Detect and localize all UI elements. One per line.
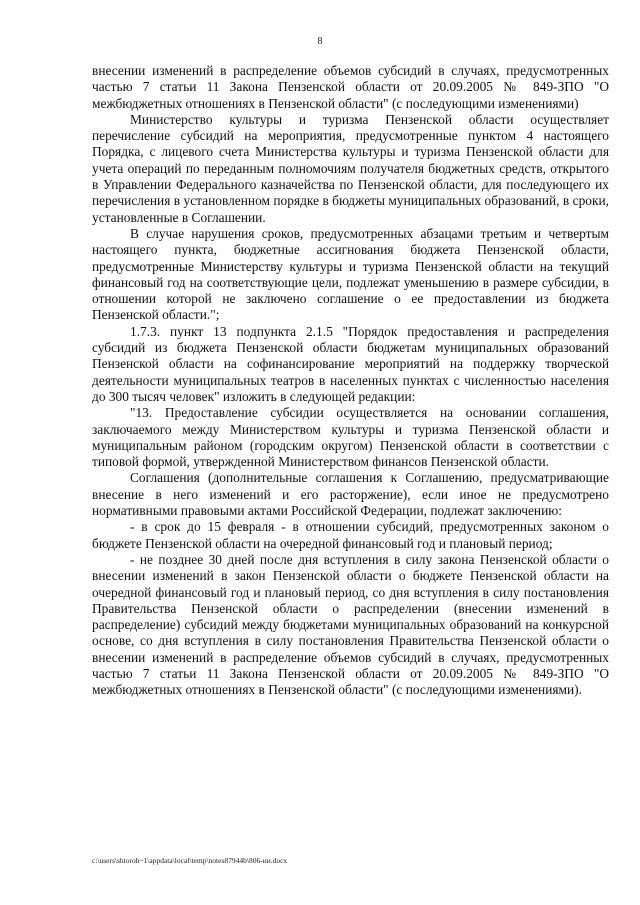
paragraph-violation-of-deadlines: В случае нарушения сроков, предусмотренных абзацами третьим и четвертым настоящего пункта, бюджетные ассигнования бюджета Пензенской области, предусмотренные Министерству культуры и туризма Пензенской области на текущий финансовый год на соответствующие цели, подлежат уменьшению в размере субсидии, в отношении которой не заключено соглашение о ее предоставлении из бюджета Пензенской области."; xyxy=(92,225,609,323)
list-item-deadline-30-days: - не позднее 30 дней после дня вступления в силу закона Пензенской области о внесении изменений в закон Пензенской области о бюджете Пензенской области на очередной финансовый год и плановый период, со дня вступления в силу постановления Правительства Пензенской области о распределении (внесении изменений в распределение) субсидий между бюджетами муниципальных образований на конкурсной основе, со дня вступления в силу постановления Правительства Пензенской области о внесении изменений в распределение объемов субсидий в случаях, предусмотренных частью 7 статьи 11 Закона Пензенской области от 20.09.2005 № 849-ЗПО "О межбюджетных отношениях в Пензенской области" (с последующими изменениями). xyxy=(92,551,609,698)
paragraph-transfer-of-subsidies: Министерство культуры и туризма Пензенской области осуществляет перечисление субсидий на мероприятия, предусмотренные пунктом 4 настоящего Порядка, с лицевого счета Министерства культуры и туризма Пензенской области для учета операций по переданным полномочиям получателя бюджетных средств, открытого в Управлении Федерального казначейства по Пензенской области, для последующего их перечисления в установленном порядке в бюджеты муниципальных образований, в сроки, установленные в Соглашении. xyxy=(92,111,609,225)
paragraph-continuation: внесении изменений в распределение объемов субсидий в случаях, предусмотренных частью 7 статьи 11 Закона Пензенской области от 20.09.2005 № 849-ЗПО "О межбюджетных отношениях в Пензенской области" (с последующими изменениями) xyxy=(92,63,609,111)
page-number: 8 xyxy=(317,36,323,47)
paragraph-item-1-7-3: 1.7.3. пункт 13 подпункта 2.1.5 "Порядок предоставления и распределения субсидий из бюджета Пензенской области бюджетам муниципальных образований Пензенской области на софинансирование мероприятий на поддержку творческой деятельности муниципальных театров в населенных пунктах с численностью населения до 300 тысяч человек" изложить в следующей редакции: xyxy=(92,323,609,404)
list-item-deadline-february: - в срок до 15 февраля - в отношении субсидий, предусмотренных законом о бюджете Пензенской области на очередной финансовый год и плановый период; xyxy=(92,519,609,551)
paragraph-item-13: "13. Предоставление субсидии осуществляется на основании соглашения, заключаемого между Министерством культуры и туризма Пензенской области и муниципальным районом (городским округом) Пензенской области в соответствии с типовой формой, утвержденной Министерством финансов Пензенской области. xyxy=(92,405,609,470)
document-body xyxy=(92,63,609,699)
footer-file-path: c:\users\shtoroh~1\appdata\local\temp\notes87944b\806-ии.docx xyxy=(92,856,288,865)
paragraph-agreements: Соглашения (дополнительные соглашения к Соглашению, предусматривающие внесение в него изменений и его расторжение), если иное не предусмотрено нормативными правовыми актами Российской Федерации, подлежат заключению: xyxy=(92,470,609,519)
